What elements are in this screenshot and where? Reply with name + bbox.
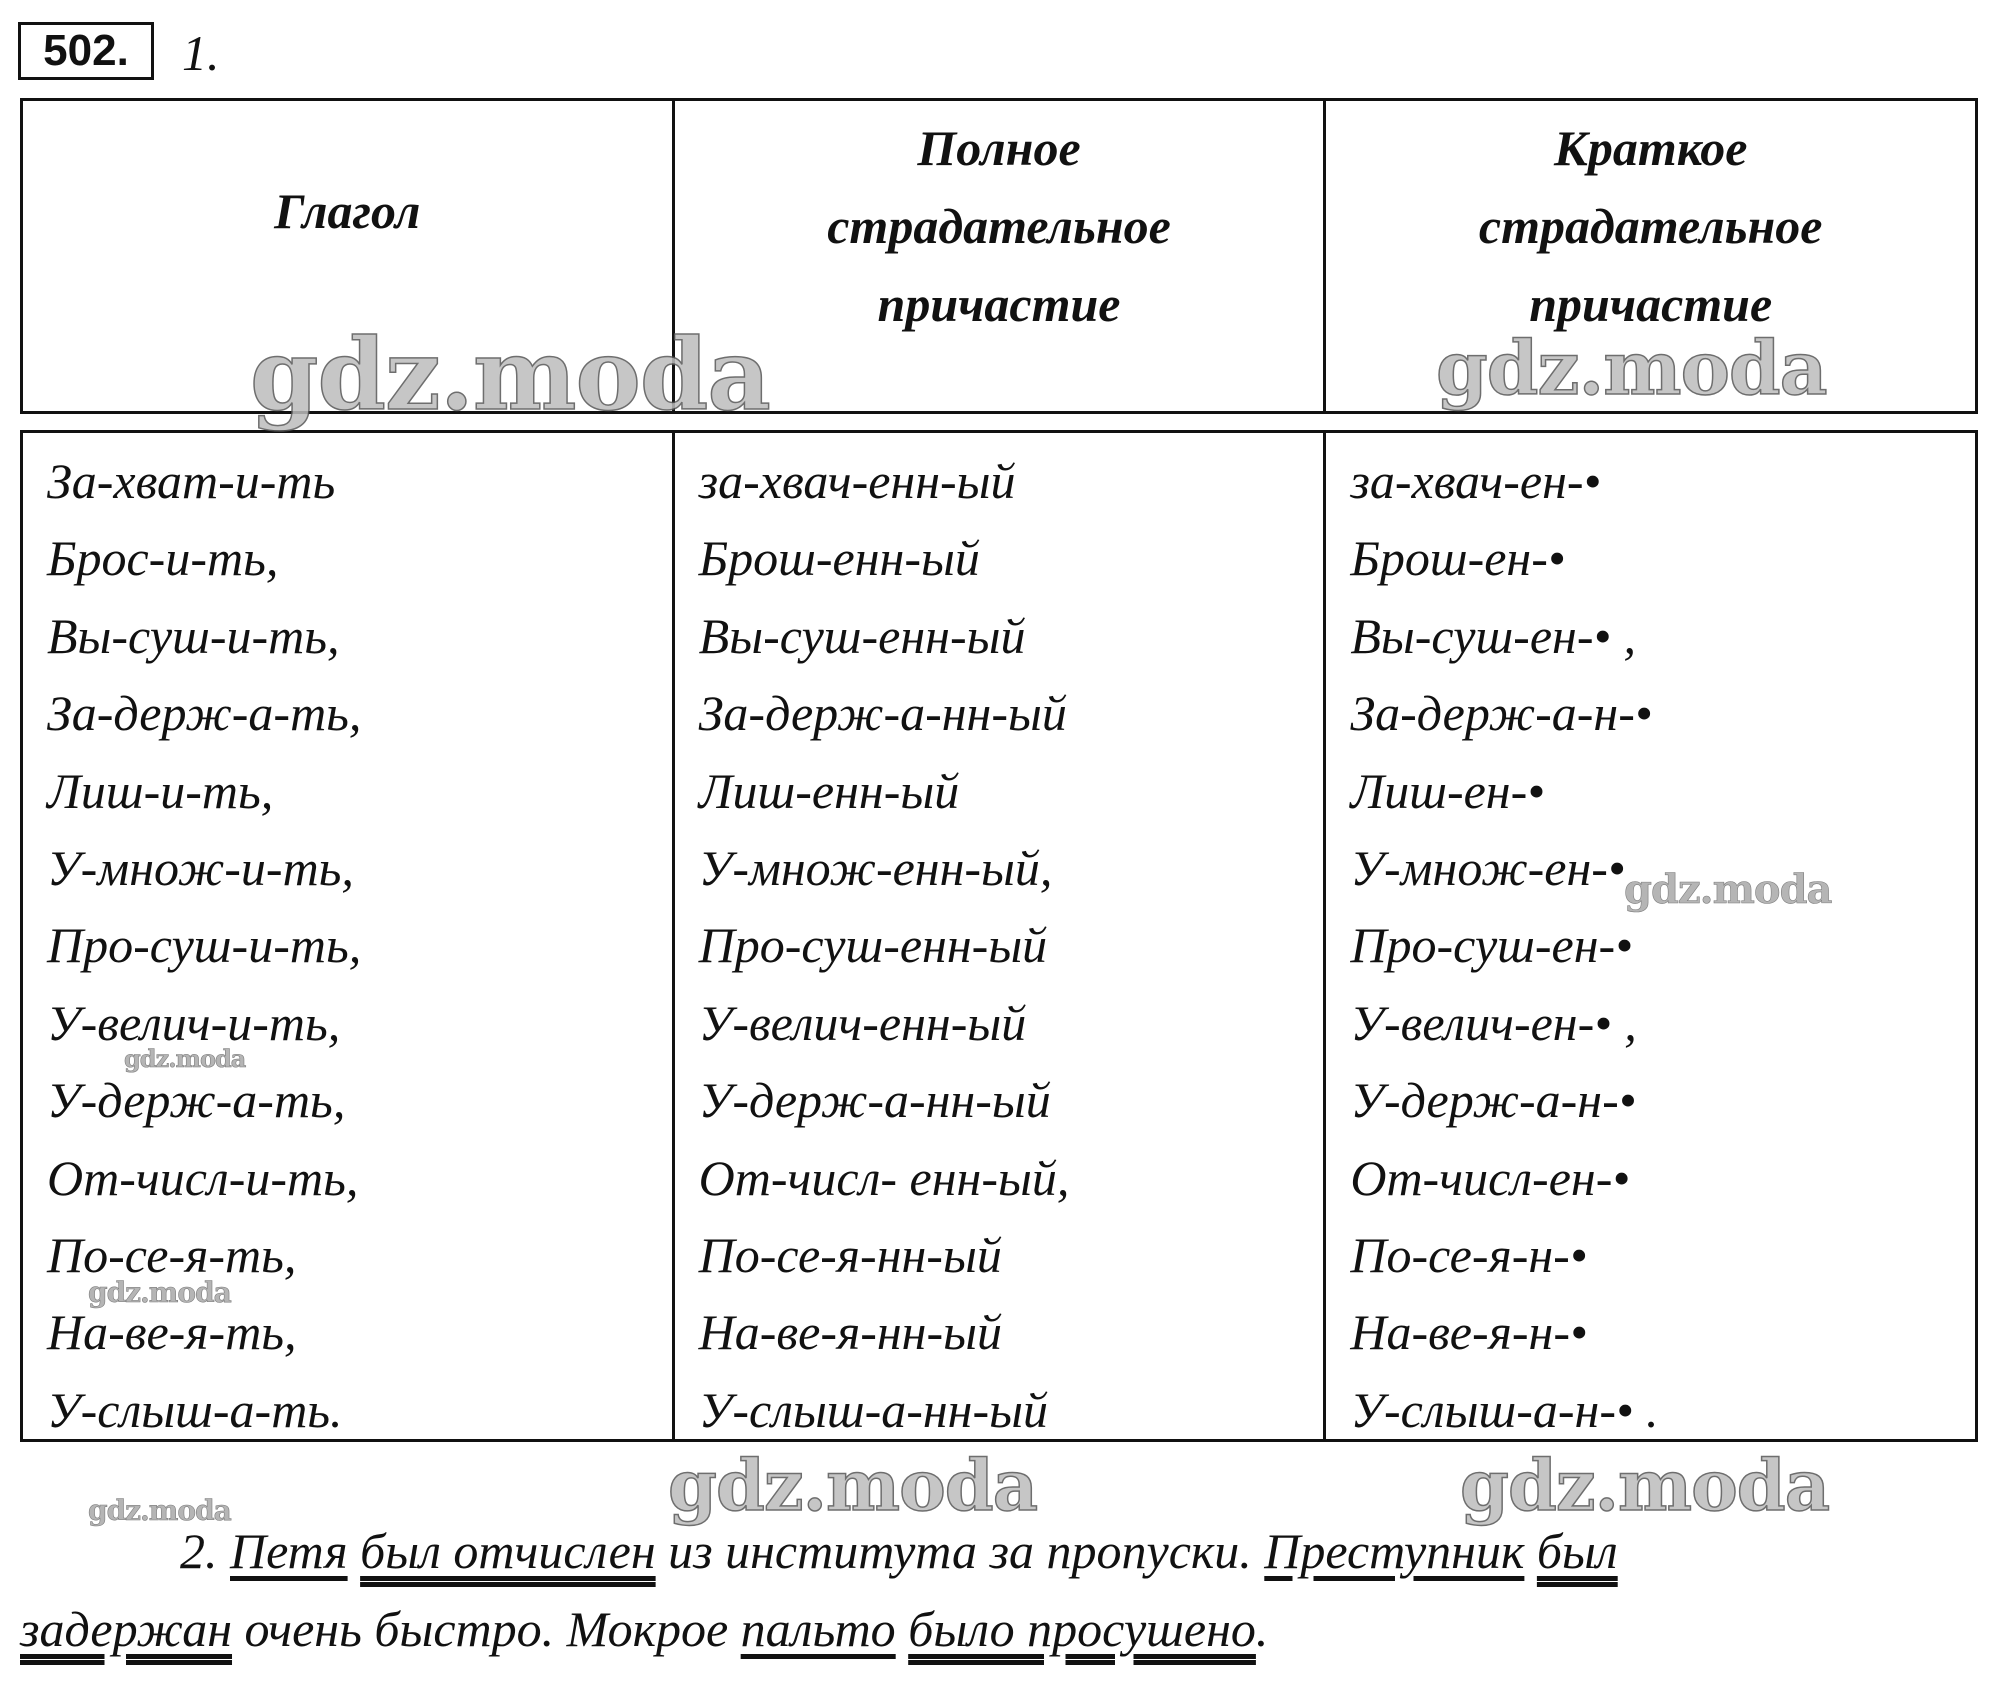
table-cell: У-велич-и-ть, [47, 994, 341, 1051]
table-cell: От-числ-ен-• [1350, 1149, 1630, 1206]
table-cell: Вы-суш-и-ть, [47, 607, 340, 664]
table-cell: У-слыш-а-ть. [47, 1381, 343, 1438]
answer-sentence-line-1 [20, 1522, 1996, 1580]
table-cell: Лиш-ен-• [1350, 762, 1545, 819]
table-cell: Лиш-енн-ый [698, 762, 960, 819]
watermark: gdz.moda [1436, 326, 1827, 412]
subject-word: Петя [230, 1523, 348, 1579]
table-cell: Брош-ен-• [1350, 530, 1566, 587]
table-cell: У-велич-ен-• , [1350, 994, 1637, 1051]
table-cell: У-множ-и-ть, [47, 840, 354, 897]
answer-sentence-line-2 [20, 1600, 1978, 1658]
table-cell: От-числ- енн-ый, [698, 1149, 1070, 1206]
header-line: причастие [1529, 276, 1773, 332]
table-body [20, 430, 1978, 1442]
table-cell: Лиш-и-ть, [47, 762, 274, 819]
predicate-word: был [1536, 1523, 1618, 1579]
table-cell: По-се-я-нн-ый [698, 1227, 1002, 1284]
subject-word: Преступник [1264, 1523, 1525, 1579]
watermark: gdz.moda [1624, 866, 1832, 913]
table-cell: У-слыш-а-нн-ый [698, 1381, 1048, 1438]
plain-text: из института за пропуски. [668, 1523, 1252, 1579]
table-cell: Вы-суш-ен-• , [1350, 607, 1636, 664]
watermark: gdz.moda [124, 1044, 246, 1073]
table-cell: На-ве-я-ть, [47, 1304, 297, 1361]
watermark: gdz.moda [1460, 1444, 1830, 1527]
table-cell: Про-суш-енн-ый [698, 917, 1048, 974]
task-number: 502. [18, 22, 154, 80]
table-cell: За-держ-а-нн-ый [698, 685, 1067, 742]
table-cell: За-держ-а-н-• [1350, 685, 1653, 742]
header-line: причастие [877, 276, 1121, 332]
column-short-participles [1326, 433, 1975, 1439]
table-cell: У-множ-енн-ый, [698, 840, 1053, 897]
table-cell: За-хват-и-ть [47, 453, 336, 509]
predicate-word: был отчислен [360, 1523, 656, 1579]
part-2-label: 2. [180, 1523, 218, 1579]
table-cell: От-числ-и-ть, [47, 1149, 359, 1206]
header-line: Краткое [1553, 120, 1748, 176]
header-full-participle [675, 101, 1327, 411]
table-cell: У-держ-а-н-• [1350, 1072, 1637, 1129]
table-cell: На-ве-я-н-• [1350, 1304, 1588, 1361]
predicate-word: было просушено [908, 1601, 1256, 1657]
table-cell: У-множ-ен-• [1350, 840, 1626, 897]
table-cell: По-се-я-ть, [47, 1227, 297, 1284]
watermark: gdz.moda [668, 1444, 1038, 1527]
header-line: Полное [917, 120, 1081, 176]
part-1-label: 1. [182, 25, 220, 81]
plain-text: очень быстро. Мокрое [244, 1601, 729, 1657]
table-cell: Про-суш-ен-• [1350, 917, 1633, 974]
plain-text: . [1255, 1601, 1269, 1657]
header-line: Глагол [274, 183, 421, 239]
table-cell: По-се-я-н-• [1350, 1227, 1588, 1284]
table-cell: У-держ-а-ть, [47, 1072, 346, 1129]
table-cell: за-хвач-енн-ый [698, 453, 1016, 509]
table-cell: На-ве-я-нн-ый [698, 1304, 1002, 1361]
header-line: страдательное [827, 198, 1171, 254]
table-cell: За-держ-а-ть, [47, 685, 362, 742]
watermark: gdz.moda [88, 1494, 231, 1527]
subject-word: пальто [740, 1601, 896, 1657]
table-cell: У-слыш-а-н-• . [1350, 1381, 1659, 1438]
table-cell: за-хвач-ен-• [1350, 453, 1602, 509]
table-cell: Брос-и-ть, [47, 530, 279, 587]
table-cell: У-держ-а-нн-ый [698, 1072, 1051, 1129]
watermark: gdz.moda [250, 318, 770, 433]
watermark: gdz.moda [88, 1276, 231, 1309]
table-cell: Вы-суш-енн-ый [698, 607, 1026, 664]
predicate-word: задержан [20, 1601, 233, 1657]
header-line: страдательное [1478, 198, 1823, 254]
table-cell: Брош-енн-ый [698, 530, 980, 587]
table-cell: Про-суш-и-ть, [47, 917, 362, 974]
column-full-participles [675, 433, 1327, 1439]
table-cell: У-велич-енн-ый [698, 994, 1027, 1051]
